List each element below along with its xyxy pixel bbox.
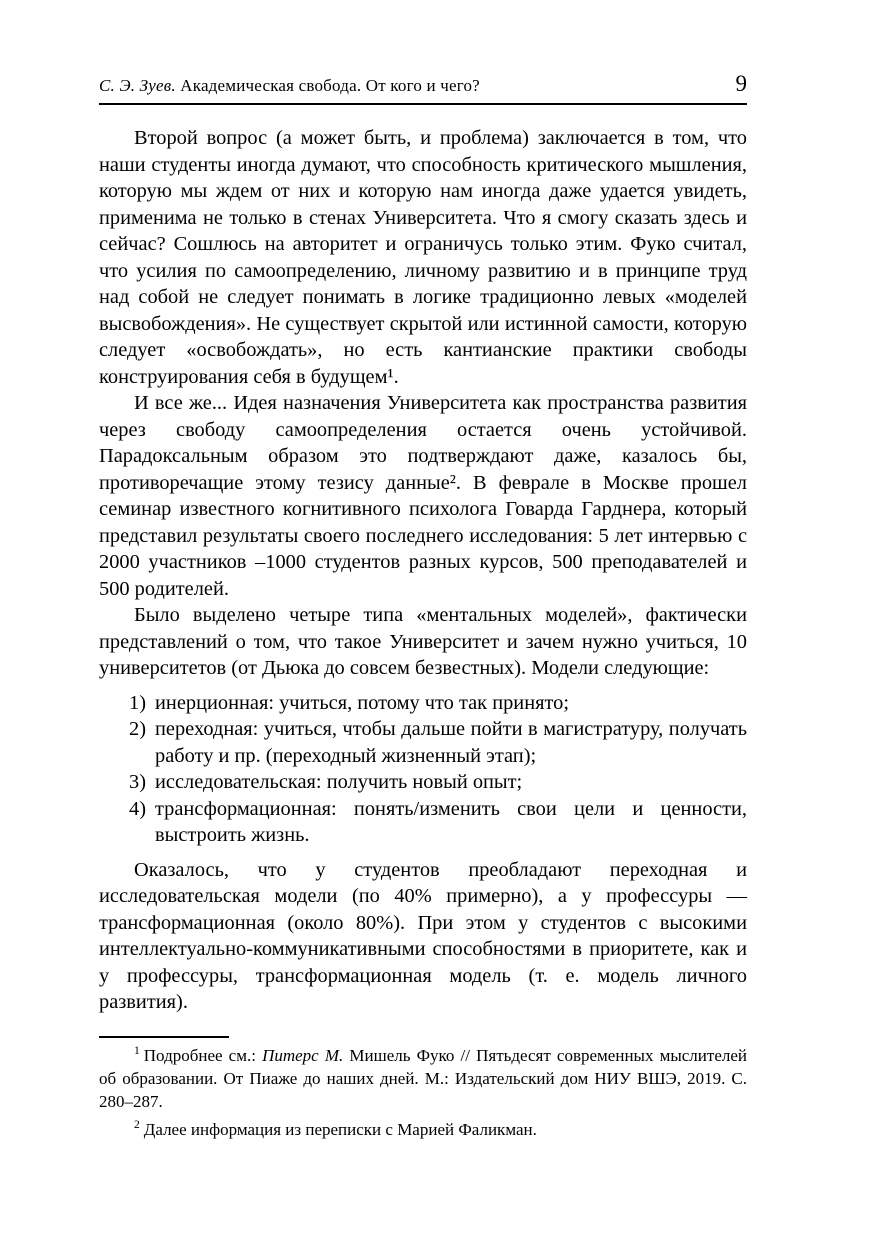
list-item-text: исследовательская: получить новый опыт; [155,771,523,793]
footnote-1-author: Питерс М. [262,1045,344,1065]
footnote-2 [99,1118,747,1141]
list-item-text: инерционная: учиться, потому что так принято; [155,691,570,714]
header-title: Академическая свобода. От кого и чего? [175,76,480,95]
page-body [99,125,747,1016]
paragraph-4: Оказалось, что у студентов преобладают переходная и исследовательская модели (по 40% примерно), а у профессуры — трансформационная (около 80%). При этом у студентов с высокими интеллектуально-коммуникативными способностями в приоритете, как и у профессуры, трансформационная модель (т. е. модель личного развития). [99,858,747,1013]
paragraph-1: Второй вопрос (а может быть, и проблема) заключается в том, что наши студенты иногда думают, что способность критического мышления, которую мы ждем от них и которую нам иногда даже удается увидеть, применима не только в стенах Университета. Что я смогу сказать здесь и сейчас? Сошлюсь на авторитет и ограничусь только этим. Фуко считал, что усилия по самоопределению, личному развитию и в принципе труд над собой не следует понимать в логике традиционно левых «моделей высвобождения». Не существует скрытой или истинной самости, которую следует «освобождать», но есть кантианские практики свободы конструирования себя в будущем¹. [99,127,747,388]
list-item-marker: 4) [129,797,146,820]
list-item [129,716,747,769]
page-number: 9 [735,71,747,96]
footnote-1-marker: 1 [134,1043,140,1057]
paragraph-2: И все же... Идея назначения Университета как пространства развития через свободу самоопределения остается очень устойчивой. Парадоксальным образом это подтверждают даже, казалось бы, противоречащие этому тезису данные². В феврале в Москве прошел семинар известного когнитивного психолога Говарда Гарднера, который представил результаты своего последнего исследования: 5 лет интервью с 2000 участников –1000 студентов разных курсов, 500 преподавателей и 500 родителей. [99,392,747,600]
mental-models-list [129,690,747,849]
footnotes [99,1036,747,1141]
header-author: С. Э. Зуев. [99,76,176,95]
footnote-1 [99,1044,747,1113]
list-item-marker: 1) [129,691,146,714]
list-item [129,690,747,717]
header-line [99,72,747,96]
list-item [129,796,747,849]
footnote-2-marker: 2 [134,1117,140,1131]
footnote-1-text: Подробнее см.: [143,1045,263,1065]
list-item-marker: 3) [129,771,146,793]
list-item-text: переходная: учиться, чтобы дальше пойти в магистратуру, получать работу и пр. (переходный жизненный этап); [155,718,747,767]
footnote-1-rest: Мишель Фуко // Пятьдесят современных мыслителей об образовании. От Пиаже до наших дней. М.: Издательский дом НИУ ВШЭ, 2019. С. 280–287. [99,1045,747,1111]
paragraph-3: Было выделено четыре типа «ментальных моделей», фактически представлений о том, что такое Университет и зачем нужно учиться, 10 университетов (от Дьюка до совсем безвестных). Модели следующие: [99,604,747,679]
footnote-separator-rule [99,1036,229,1038]
running-header-text [99,76,480,96]
header-rule [99,103,747,105]
list-item [129,769,747,796]
list-item-marker: 2) [129,718,146,740]
list-item-text: трансформационная: понять/изменить свои цели и ценности, выстроить жизнь. [155,797,747,846]
running-header [99,0,747,105]
footnote-2-text: Далее информация из переписки с Марией Фаликман. [143,1119,537,1139]
